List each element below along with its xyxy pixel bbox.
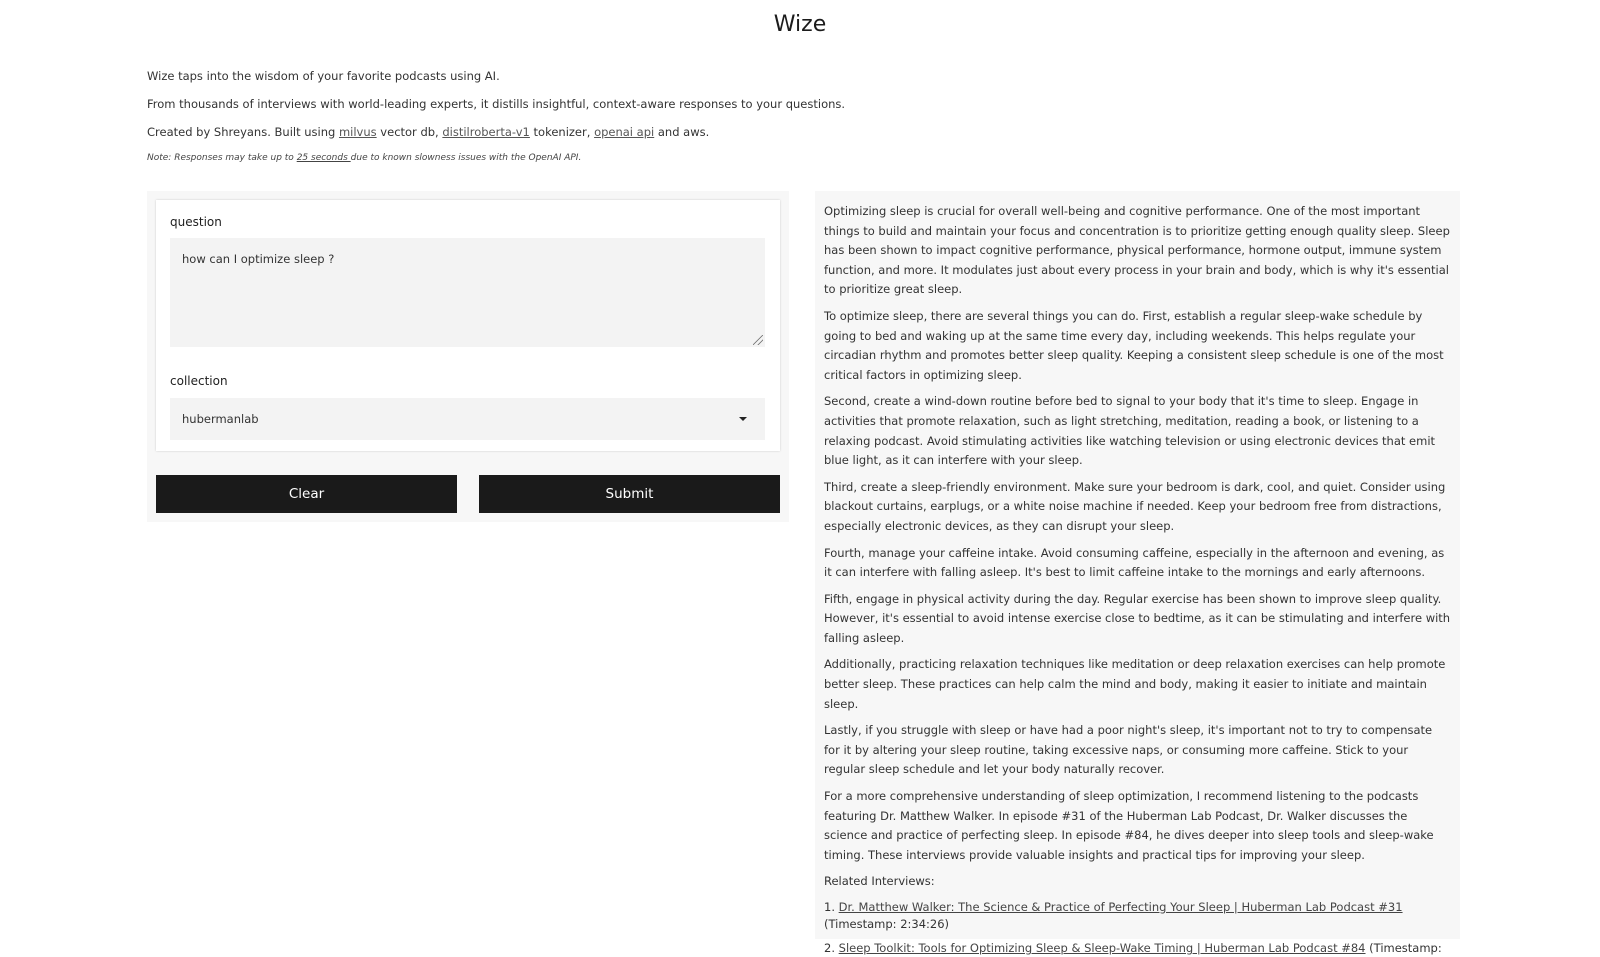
- related-timestamp: (Timestamp:: [1365, 941, 1442, 955]
- note-highlight: 25 seconds: [296, 153, 351, 163]
- clear-button[interactable]: Clear: [156, 475, 457, 513]
- related-interview-link[interactable]: Sleep Toolkit: Tools for Optimizing Sleep & Sleep-Wake Timing | Huberman Lab Podcast #84: [838, 941, 1366, 955]
- form-card: [156, 200, 780, 451]
- related-number: 1.: [824, 900, 839, 914]
- chevron-down-icon: [739, 417, 747, 421]
- credits-prefix: Created by Shreyans. Built using: [147, 125, 339, 139]
- question-textarea[interactable]: [170, 238, 765, 347]
- answer-paragraph: Second, create a wind-down routine before bed to signal to your body that it's time to sleep. Engage in activities that promote relaxation, such as light stretching, meditation, reading a book, or listening to a relaxing podcast. Avoid stimulating activities like watching television or using electronic devices that emit blue light, as it can interfere with your sleep.: [824, 394, 1436, 468]
- question-label: question: [170, 215, 222, 229]
- answer-paragraph: To optimize sleep, there are several things you can do. First, establish a regular sleep-wake schedule by going to bed and waking up at the same time every day, including weekends. This helps regulate your circadian rhythm and promotes better sleep quality. Keeping a consistent sleep schedule is one of the most critical factors in optimizing sleep.: [824, 308, 1444, 382]
- intro-line-2: From thousands of interviews with world-leading experts, it distills insightful, context-aware responses to your questions.: [147, 97, 846, 111]
- related-interview-link[interactable]: Dr. Matthew Walker: The Science & Practice of Perfecting Your Sleep | Huberman Lab Podcast #31: [838, 900, 1403, 914]
- related-timestamp: (Timestamp: 2:34:26): [824, 917, 950, 931]
- related-heading: Related Interviews:: [824, 874, 935, 889]
- intro-line-1: Wize taps into the wisdom of your favorite podcasts using AI.: [147, 69, 500, 83]
- credits-text-1: vector db,: [376, 125, 443, 139]
- answer-paragraph: Fourth, manage your caffeine intake. Avoid consuming caffeine, especially in the afternoon and evening, as it can interfere with falling asleep. It's best to limit caffeine intake to the mornings and early afternoons.: [824, 545, 1445, 580]
- intro-section: [147, 68, 1047, 178]
- milvus-link[interactable]: milvus: [338, 125, 377, 139]
- credits-line: [147, 124, 1047, 140]
- input-panel: [147, 191, 789, 522]
- credits-text-3: and aws.: [654, 125, 710, 139]
- resize-handle-icon[interactable]: [753, 335, 763, 345]
- note-prefix: Note: Responses may take up to: [147, 153, 297, 163]
- answer-paragraph: For a more comprehensive understanding of sleep optimization, I recommend listening to the podcasts featuring Dr. Matthew Walker. In episode #31 of the Huberman Lab Podcast, Dr. Walker discusses the science and practice of perfecting sleep. In episode #84, he dives deeper into sleep tools and sleep-wake timing. These interviews provide valuable insights and practical tips for improving your sleep.: [824, 789, 1434, 862]
- related-number: 2.: [824, 941, 839, 955]
- answer-paragraph: Lastly, if you struggle with sleep or have had a poor night's sleep, it's important not to try to compensate for it by altering your sleep routine, taking excessive naps, or consuming more caffeine. Stick to your regular sleep schedule and let your body naturally recover.: [824, 723, 1433, 777]
- answer-paragraph: Optimizing sleep is crucial for overall well-being and cognitive performance. One of the most important things to build and maintain your focus and concentration is to prioritize getting enough quality sleep. Sleep has been shown to impact cognitive performance, physical performance, hormone output, immune system function, and more. It modulates just about every process in your brain and body, which is why it's essential to prioritize great sleep.: [824, 204, 1450, 297]
- answer-paragraph: Additionally, practicing relaxation techniques like meditation or deep relaxation exercises can help promote better sleep. These practices can help calm the mind and body, making it easier to initiate and maintain sleep.: [824, 657, 1446, 711]
- submit-button[interactable]: Submit: [479, 475, 780, 513]
- related-interview-item: [824, 940, 1451, 957]
- answer-paragraph: Fifth, engage in physical activity during the day. Regular exercise has been shown to improve sleep quality. However, it's essential to avoid intense exercise close to bedtime, as it can be stimulating and interfere with falling asleep.: [824, 591, 1451, 645]
- distilroberta-link[interactable]: distilroberta-v1: [442, 125, 530, 139]
- collection-dropdown[interactable]: [170, 398, 765, 440]
- answer-paragraph: Third, create a sleep-friendly environment. Make sure your bedroom is dark, cool, and quiet. Consider using blackout curtains, earplugs, or a white noise machine if needed. Keep your bedroom free from distractions, especially electronic devices, as they can disrupt your sleep.: [824, 479, 1446, 533]
- collection-label: collection: [170, 374, 228, 388]
- collection-value: hubermanlab: [182, 412, 259, 426]
- answer-panel: [815, 191, 1460, 955]
- related-interview-item: [824, 899, 1451, 933]
- note-suffix: due to known slowness issues with the OpenAI API.: [350, 153, 582, 163]
- latency-note: [147, 150, 1047, 166]
- credits-text-2: tokenizer,: [529, 125, 595, 139]
- question-value: how can I optimize sleep ?: [182, 252, 335, 266]
- openai-api-link[interactable]: openai api: [594, 125, 655, 139]
- page-title: Wize: [773, 12, 827, 37]
